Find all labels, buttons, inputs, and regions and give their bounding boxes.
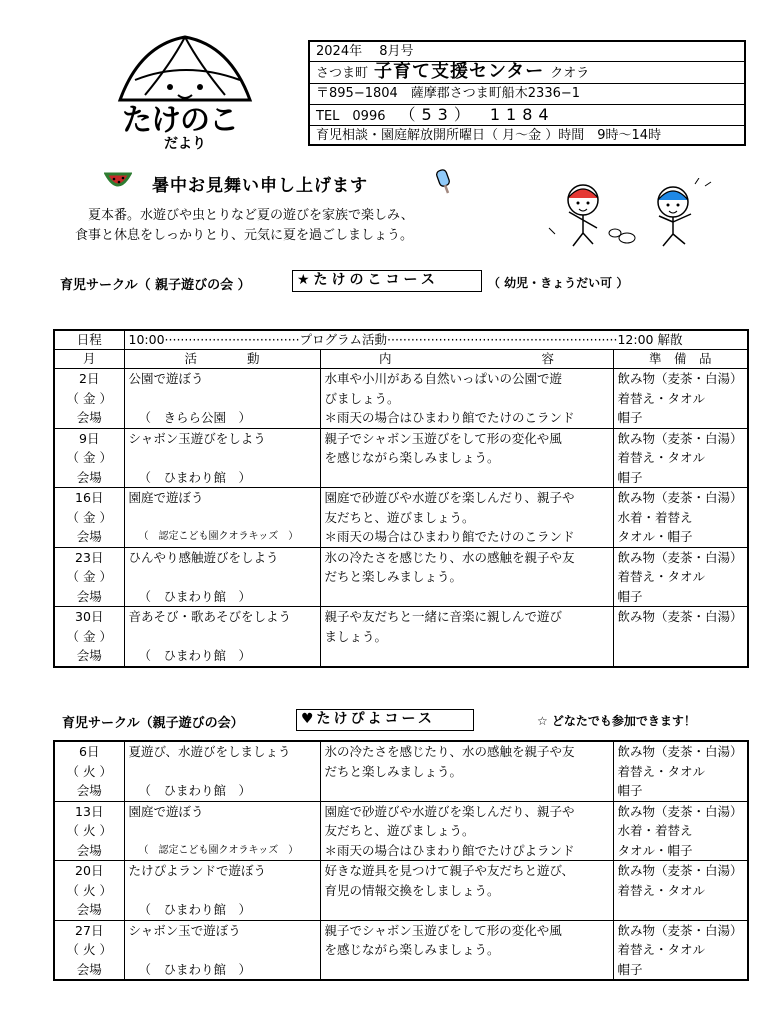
- table-row: [54, 488, 748, 548]
- item-line: 着替え・タオル: [617, 942, 706, 957]
- item-line: 飲み物（麦茶・白湯）: [617, 609, 743, 624]
- item-line: タオル・帽子: [617, 529, 693, 544]
- activity-name: 園庭で遊ぼう: [128, 803, 204, 819]
- children-playing-icon: [545, 178, 715, 250]
- content-line: 友だちと、遊びましょう。: [324, 509, 475, 525]
- item-line: 帽子: [617, 783, 643, 798]
- items-cell: [613, 369, 748, 429]
- table-row: [54, 801, 748, 861]
- venue-name: （ ひまわり館 ）: [138, 648, 252, 663]
- circle2-note: ☆ どなたでも参加できます！: [537, 714, 696, 728]
- activity-cell: [124, 428, 320, 488]
- schedule-row: [54, 330, 748, 350]
- popsicle-icon: [434, 168, 454, 194]
- schedule-label: 日程: [54, 330, 124, 350]
- town-name: さつま町: [316, 66, 369, 81]
- venue-name: （ ひまわり館 ）: [138, 902, 252, 917]
- date: 9日: [79, 430, 100, 446]
- activity-name: 夏遊び、水遊びをしましょう: [128, 744, 291, 759]
- date-cell: [54, 801, 124, 861]
- circle2-course-name: ♥たけぴよコース: [296, 709, 474, 731]
- address: 〒895−1804 薩摩郡さつま町船木2336−1: [310, 84, 744, 105]
- content-line: だちと楽しみましょう。: [324, 763, 463, 779]
- date-cell: [54, 547, 124, 607]
- venue-label: 会場: [76, 961, 102, 977]
- venue-label: 会場: [76, 842, 102, 858]
- activity-name: ひんやり感触遊びをしよう: [128, 549, 279, 565]
- content-cell: [320, 801, 613, 861]
- weekday: （ 火 ）: [66, 882, 112, 898]
- content-line: を感じながら楽しみましょう。: [324, 942, 500, 957]
- date-cell: [54, 428, 124, 488]
- circle1-note: （ 幼児・きょうだい可 ）: [488, 276, 629, 290]
- content-line: ＊雨天の場合はひまわり館でたけぴよランド: [324, 842, 575, 858]
- venue-label: 会場: [76, 410, 102, 425]
- date: 27日: [75, 922, 104, 938]
- content-line: 育児の情報交換をしましょう。: [324, 882, 500, 898]
- item-line: タオル・帽子: [617, 842, 693, 858]
- greeting-title: 暑中お見舞い申し上げます: [152, 176, 368, 196]
- activity-cell: [124, 369, 320, 429]
- activity-name: シャボン玉遊びをしよう: [128, 430, 266, 446]
- content-line: 水車や小川がある自然いっぱいの公園で遊: [324, 371, 563, 386]
- items-cell: [613, 801, 748, 861]
- content-cell: [320, 861, 613, 921]
- content-line: 親子でシャボン玉遊びをして形の変化や風: [324, 922, 562, 938]
- item-line: [618, 627, 744, 647]
- content-line: びましょう。: [324, 390, 400, 406]
- venue-name: （ ひまわり館 ）: [138, 588, 252, 604]
- item-line: 飲み物（麦茶・白湯）: [617, 490, 743, 505]
- items-cell: [613, 861, 748, 921]
- content-line: [325, 900, 609, 920]
- opening-hours: 育児相談・園庭解放開所曜日（ 月〜金 ）時間 9時〜14時: [316, 128, 662, 143]
- item-line: 飲み物（麦茶・白湯）: [617, 922, 743, 938]
- header-month: 月: [54, 350, 124, 369]
- content-line: [325, 781, 609, 801]
- items-cell: [613, 920, 748, 980]
- content-cell: [320, 607, 613, 667]
- content-cell: [320, 920, 613, 980]
- circle2-schedule-table: [53, 740, 749, 981]
- activity-name: 音あそび・歌あそびをしよう: [128, 609, 292, 624]
- header-items: 準 備 品: [613, 350, 748, 369]
- content-cell: [320, 369, 613, 429]
- table-row: [54, 741, 748, 801]
- date: 23日: [75, 549, 104, 565]
- center-suffix: クオラ: [550, 66, 590, 81]
- telephone: [310, 105, 744, 126]
- logo-subtitle: だより: [164, 136, 206, 152]
- circle1-title: 育児サークル（ 親子遊びの会 ）: [60, 278, 251, 293]
- item-line: 帽子: [617, 588, 643, 604]
- content-line: 友だちと、遊びましょう。: [324, 823, 475, 838]
- venue-label: 会場: [76, 529, 102, 544]
- table-row: [54, 861, 748, 921]
- item-line: 飲み物（麦茶・白湯）: [617, 863, 743, 878]
- activity-cell: [124, 741, 320, 801]
- logo-title: たけのこ: [122, 103, 238, 138]
- content-line: を感じながら楽しみましょう。: [324, 450, 500, 465]
- content-line: [325, 468, 609, 488]
- item-line: 帽子: [617, 410, 643, 425]
- content-line: 園庭で砂遊びや水遊びを楽しんだり、親子や: [324, 490, 575, 505]
- item-line: 水着・着替え: [617, 509, 693, 525]
- date: 30日: [75, 609, 104, 624]
- weekday: （ 金 ）: [66, 450, 112, 465]
- center-info-box: [308, 40, 746, 146]
- activity-cell: [124, 547, 320, 607]
- content-line: ＊雨天の場合はひまわり館でたけのこランド: [324, 410, 575, 425]
- content-line: [325, 646, 609, 666]
- content-line: 園庭で砂遊びや水遊びを楽しんだり、親子や: [324, 803, 575, 819]
- weekday: （ 金 ）: [66, 569, 112, 584]
- header-activity: 活 動: [124, 350, 320, 369]
- venue-name: （ ひまわり館 ）: [138, 783, 252, 798]
- date: 20日: [75, 863, 104, 878]
- center-name: 子育て支援センター: [374, 61, 545, 82]
- item-line: 帽子: [617, 961, 643, 977]
- content-line: 氷の冷たさを感じたり、水の感触を親子や友: [324, 744, 575, 759]
- table-row: [54, 547, 748, 607]
- circle2-title: 育児サークル（親子遊びの会）: [62, 716, 244, 731]
- issue-date: 2024年 8月号: [310, 42, 744, 62]
- venue-label: 会場: [76, 588, 102, 604]
- item-line: 飲み物（麦茶・白湯）: [617, 549, 743, 565]
- content-line: 親子でシャボン玉遊びをして形の変化や風: [324, 430, 562, 446]
- date-cell: [54, 488, 124, 548]
- weekday: （ 火 ）: [66, 942, 112, 957]
- content-line: [325, 587, 609, 607]
- activity-name: シャボン玉で遊ぼう: [128, 922, 241, 938]
- date-cell: [54, 920, 124, 980]
- item-line: 着替え・タオル: [617, 569, 706, 584]
- item-line: 飲み物（麦茶・白湯）: [617, 803, 743, 819]
- venue-name: （ ひまわり館 ）: [138, 469, 252, 485]
- venue-name: （ 認定こども園クオラキッズ ）: [138, 531, 299, 542]
- intro-line-2: 食事と休息をしっかりとり、元気に夏を過ごしましょう。: [75, 228, 414, 243]
- item-line: 着替え・タオル: [617, 882, 706, 898]
- item-line: 飲み物（麦茶・白湯）: [617, 430, 743, 446]
- item-line: 飲み物（麦茶・白湯）: [617, 371, 743, 386]
- date: 16日: [75, 490, 104, 505]
- item-line: [618, 900, 744, 920]
- content-cell: [320, 741, 613, 801]
- item-line: 着替え・タオル: [617, 390, 706, 406]
- date-cell: [54, 861, 124, 921]
- content-line: 氷の冷たさを感じたり、水の感触を親子や友: [324, 549, 575, 565]
- items-cell: [613, 607, 748, 667]
- weekday: （ 金 ）: [66, 390, 112, 406]
- date-cell: [54, 369, 124, 429]
- watermelon-icon: [104, 170, 132, 192]
- table-row: [54, 369, 748, 429]
- content-cell: [320, 547, 613, 607]
- venue-label: 会場: [76, 783, 102, 798]
- activity-cell: [124, 607, 320, 667]
- table-row: [54, 920, 748, 980]
- table-header-row: [54, 350, 748, 369]
- items-cell: [613, 547, 748, 607]
- activity-cell: [124, 861, 320, 921]
- activity-name: たけぴよランドで遊ぼう: [128, 863, 267, 878]
- items-cell: [613, 488, 748, 548]
- venue-label: 会場: [76, 469, 102, 485]
- tel-number: （53） 1184: [399, 105, 555, 124]
- item-line: 着替え・タオル: [617, 450, 706, 465]
- date-cell: [54, 607, 124, 667]
- intro-line-1: 夏本番。水遊びや虫とりなど夏の遊びを家族で楽しみ、: [88, 208, 414, 223]
- date-cell: [54, 741, 124, 801]
- item-line: 水着・着替え: [617, 823, 693, 838]
- center-name-row: [310, 62, 744, 84]
- date: 13日: [75, 803, 104, 819]
- venue-name: （ きらら公園 ）: [138, 410, 252, 425]
- date: 2日: [79, 371, 100, 386]
- content-cell: [320, 428, 613, 488]
- schedule-text: 10:00··································プログラム活動··························································12:00 解散: [124, 330, 748, 350]
- weekday: （ 金 ）: [66, 628, 112, 644]
- activity-name: 園庭で遊ぼう: [128, 490, 204, 505]
- circle1-course-name: ★たけのこコース: [292, 270, 482, 292]
- venue-name: （ ひまわり館 ）: [138, 961, 252, 977]
- activity-name: 公園で遊ぼう: [128, 371, 204, 386]
- items-cell: [613, 741, 748, 801]
- venue-label: 会場: [76, 902, 102, 917]
- tel-label: TEL 0996: [316, 109, 386, 124]
- content-line: 親子や友だちと一緒に音楽に親しんで遊び: [324, 609, 563, 624]
- circle1-schedule-table: [53, 329, 749, 668]
- activity-cell: [124, 488, 320, 548]
- venue-label: 会場: [76, 648, 102, 663]
- content-line: 好きな遊具を見つけて親子や友だちと遊び、: [324, 863, 575, 878]
- activity-cell: [124, 801, 320, 861]
- venue-name: （ 認定こども園クオラキッズ ）: [138, 844, 299, 856]
- date: 6日: [79, 744, 100, 759]
- content-cell: [320, 488, 613, 548]
- weekday: （ 金 ）: [66, 509, 112, 525]
- header-content: 内 容: [320, 350, 613, 369]
- item-line: 飲み物（麦茶・白湯）: [617, 744, 743, 759]
- weekday: （ 火 ）: [66, 823, 112, 838]
- content-line: ＊雨天の場合はひまわり館でたけのこランド: [324, 529, 575, 544]
- table-row: [54, 428, 748, 488]
- table-row: [54, 607, 748, 667]
- item-line: 着替え・タオル: [617, 763, 706, 779]
- content-line: だちと楽しみましょう。: [324, 569, 463, 584]
- item-line: [618, 646, 744, 666]
- activity-cell: [124, 920, 320, 980]
- item-line: 帽子: [617, 469, 643, 485]
- content-line: ましょう。: [324, 628, 388, 644]
- items-cell: [613, 428, 748, 488]
- content-line: [325, 960, 609, 980]
- weekday: （ 火 ）: [66, 763, 112, 779]
